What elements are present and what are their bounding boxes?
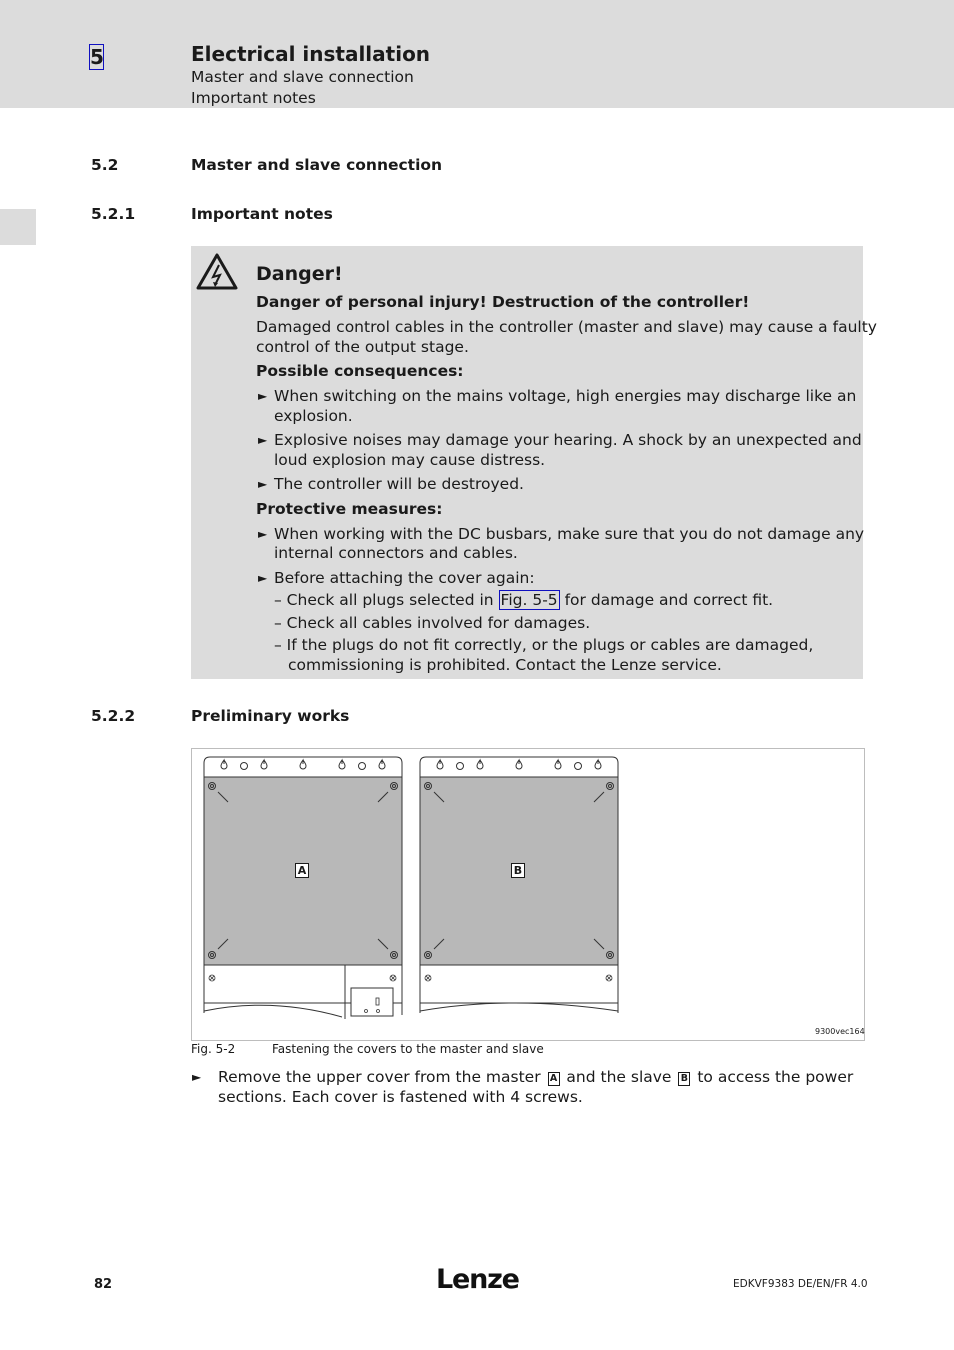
page-header [0,0,954,108]
measure-sub-3-line-1: – If the plugs do not fit correctly, or the plugs or cables are damaged, [274,636,814,654]
inline-label-a: A [548,1072,560,1086]
master-unit-drawing [204,757,402,1019]
consequence-2-line-2: loud explosion may cause distress. [274,451,546,469]
bullet-arrow-icon: ► [258,477,268,491]
instruction-text-c: to access the power [692,1068,854,1086]
section-number-5-2-2: 5.2.2 [91,707,136,725]
bullet-arrow-icon: ► [258,527,268,541]
lenze-logo: Lenze [436,1264,519,1295]
instruction-line-2: sections. Each cover is fastened with 4 screws. [218,1088,583,1106]
measure-sub-2: – Check all cables involved for damages. [274,614,591,632]
slave-unit-drawing [420,757,618,1013]
measures-title: Protective measures: [256,500,443,518]
section-title-5-2-1: Important notes [191,205,333,223]
measure-2: Before attaching the cover again: [274,569,535,587]
electrical-hazard-warning-icon [195,252,239,292]
chapter-number[interactable]: 5 [90,45,104,69]
measure-sub-1-pre: – Check all plugs selected in [274,591,499,609]
chapter-title: Electrical installation [191,42,431,66]
section-number-5-2-1: 5.2.1 [91,205,136,223]
instruction-line-1 [218,1067,853,1087]
instruction-text-b: and the slave [561,1068,677,1086]
consequence-3: The controller will be destroyed. [274,475,524,493]
danger-intro-line-2: control of the output stage. [256,338,469,356]
consequence-1-line-1: When switching on the mains voltage, high energies may discharge like an [274,387,857,405]
master-label-a: A [295,863,309,878]
measure-sub-1-post: for damage and correct fit. [559,591,774,609]
document-id: EDKVF9383 DE/EN/FR 4.0 [733,1278,868,1290]
bullet-arrow-icon: ► [258,389,268,403]
cover-diagram [192,749,864,1040]
slave-label-b: B [511,863,525,878]
consequences-title: Possible consequences: [256,362,464,380]
side-tab-marker [0,209,36,245]
measure-1-line-1: When working with the DC busbars, make sure that you do not damage any [274,525,865,543]
danger-subheading: Danger of personal injury! Destruction of the controller! [256,293,750,311]
inline-label-b: B [678,1072,690,1086]
measure-sub-1 [274,590,773,610]
header-subtitle-2: Important notes [191,89,316,107]
figure-id: 9300vec164 [815,1027,865,1036]
figure-caption-text: Fastening the covers to the master and slave [272,1042,544,1056]
figure-5-5-link[interactable]: Fig. 5-5 [500,591,558,609]
header-subtitle-1: Master and slave connection [191,68,414,86]
measure-sub-3-line-2: commissioning is prohibited. Contact the Lenze service. [288,656,722,674]
bullet-arrow-icon: ► [258,571,268,585]
section-number-5-2: 5.2 [91,156,119,174]
measure-1-line-2: internal connectors and cables. [274,544,518,562]
instruction-arrow-icon: ► [192,1070,202,1084]
danger-intro-line-1: Damaged control cables in the controller (master and slave) may cause a faulty [256,318,877,336]
consequence-2-line-1: Explosive noises may damage your hearing. A shock by an unexpected and [274,431,862,449]
section-title-5-2: Master and slave connection [191,156,443,174]
page-number: 82 [94,1277,113,1292]
danger-heading: Danger! [256,263,343,285]
instruction-text-a: Remove the upper cover from the master [218,1068,546,1086]
figure-caption-number: Fig. 5-2 [191,1042,236,1056]
section-title-5-2-2: Preliminary works [191,707,350,725]
bullet-arrow-icon: ► [258,433,268,447]
consequence-1-line-2: explosion. [274,407,353,425]
figure-frame [191,748,865,1041]
